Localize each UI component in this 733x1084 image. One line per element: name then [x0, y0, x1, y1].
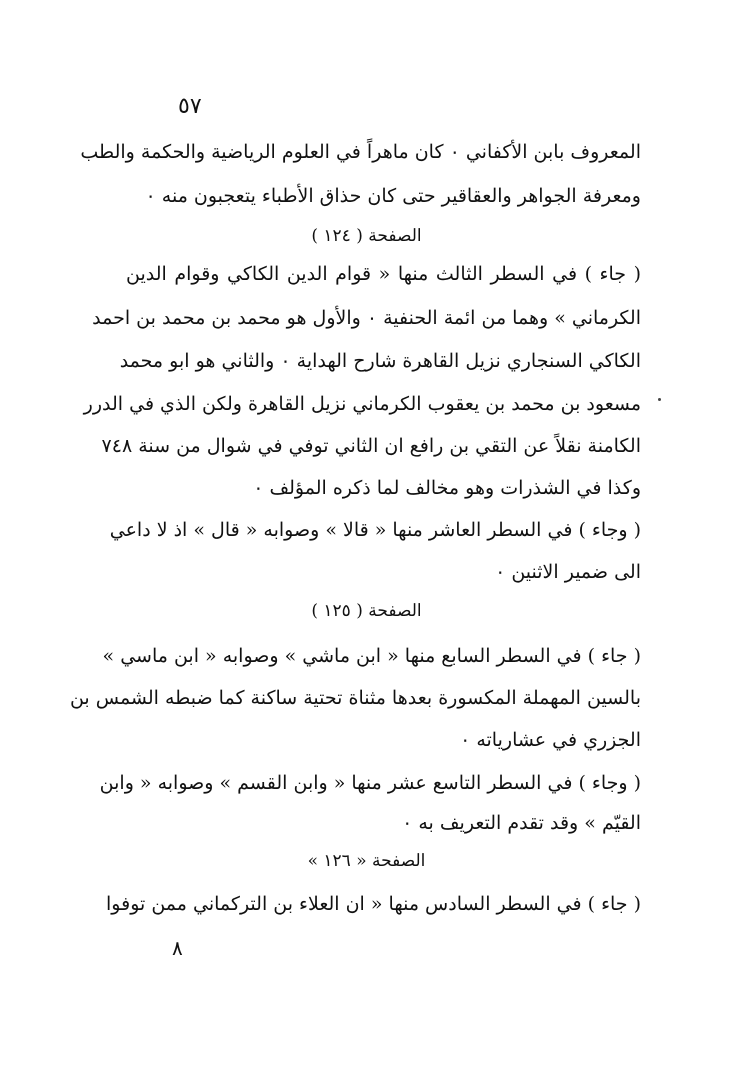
- margin-dot: [658, 398, 661, 401]
- text-line-14: ( وجاء ) في السطر التاسع عشر منها « وابن القسم » وصوابه « وابن: [99, 772, 641, 794]
- text-line-16: ( جاء ) في السطر السادس منها « ان العلاء بن التركماني ممن توفوا: [106, 893, 641, 915]
- text-line-11: ( جاء ) في السطر السابع منها « ابن ماشي » وصوابه « ابن ماسي »: [102, 645, 641, 667]
- text-line-5: الكاكي السنجاري نزيل القاهرة شارح الهداية ٠ والثاني هو ابو محمد: [119, 350, 641, 372]
- text-line-6: مسعود بن محمد بن يعقوب الكرماني نزيل القاهرة ولكن الذي في الدرر: [83, 393, 641, 415]
- section-heading-126: الصفحة « ١٢٦ »: [307, 851, 426, 871]
- text-line-3: ( جاء ) في السطر الثالث منها « قوام الدين الكاكي وقوام الدين: [126, 263, 641, 285]
- section-heading-125: الصفحة ( ١٢٥ ): [311, 601, 422, 621]
- text-line-8: وكذا في الشذرات وهو مخالف لما ذكره المؤلف ٠: [253, 477, 641, 499]
- text-line-7: الكامنة نقلاً عن التقي بن رافع ان الثاني توفي في شوال من سنة ٧٤٨: [101, 435, 641, 457]
- text-line-4: الكرماني » وهما من ائمة الحنفية ٠ والأول هو محمد بن محمد بن احمد: [92, 307, 641, 329]
- text-line-9: ( وجاء ) في السطر العاشر منها « قالا » وصوابه « قال » اذ لا داعي: [109, 519, 641, 541]
- text-line-10: الى ضمير الاثنين ٠: [495, 561, 641, 583]
- section-heading-124: الصفحة ( ١٢٤ ): [311, 226, 422, 246]
- text-line-2: ومعرفة الجواهر والعقاقير حتى كان حذاق الأطباء يتعجبون منه ٠: [145, 185, 641, 207]
- text-line-12: بالسين المهملة المكسورة بعدها مثناة تحتية ساكنة كما ضبطه الشمس بن: [69, 687, 641, 709]
- text-line-1: المعروف بابن الأكفاني ٠ كان ماهراً في العلوم الرياضية والحكمة والطب: [80, 141, 641, 163]
- text-line-15: القيّم » وقد تقدم التعريف به ٠: [402, 812, 641, 834]
- page-number: ٥٧: [178, 94, 202, 119]
- signature-mark: ٨: [172, 936, 183, 960]
- text-line-13: الجزري في عشارياته ٠: [460, 729, 641, 751]
